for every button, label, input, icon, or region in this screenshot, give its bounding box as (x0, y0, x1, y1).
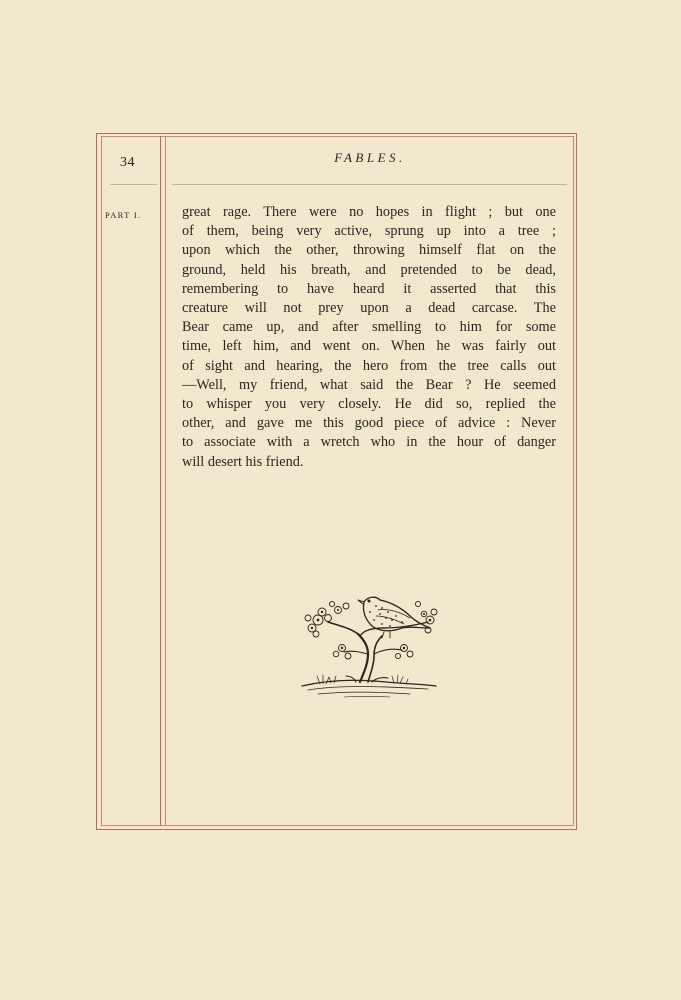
text-line: —Well, my friend, what said the Bear ? He seemed (182, 376, 556, 393)
text-line: will desert his friend. (182, 453, 304, 470)
text-line: ground, held his breath, and pretended to be dead, (182, 261, 556, 278)
text-line: of them, being very active, sprung up into a tree ; (182, 223, 556, 240)
body-text (182, 203, 556, 472)
margin-divider-inner (165, 136, 166, 826)
header-rule-right (172, 184, 567, 185)
header-rule-left (110, 184, 157, 185)
text-line: of sight and hearing, the hero from the tree calls out (182, 357, 556, 374)
text-line: creature will not prey upon a dead carcase. The (182, 300, 556, 317)
margin-divider-outer (160, 136, 161, 826)
text-line: to whisper you very closely. He did so, replied the (182, 396, 556, 413)
running-head: FABLES. (334, 150, 406, 165)
text-line: time, left him, and went on. When he was fairly out (182, 338, 556, 355)
text-line: great rage. There were no hopes in flight ; but one (182, 204, 556, 220)
text-line: remembering to have heard it asserted that this (182, 280, 556, 297)
side-label-part: PART I. (105, 210, 142, 220)
text-line: other, and gave me this good piece of advice : Never (182, 415, 556, 432)
text-line: upon which the other, throwing himself flat on the (182, 242, 556, 259)
text-line: to associate with a wretch who in the hour of danger (182, 434, 556, 451)
bird-on-branch-icon (298, 588, 440, 702)
page-number: 34 (120, 155, 135, 170)
text-line: Bear came up, and after smelling to him for some (182, 319, 556, 336)
